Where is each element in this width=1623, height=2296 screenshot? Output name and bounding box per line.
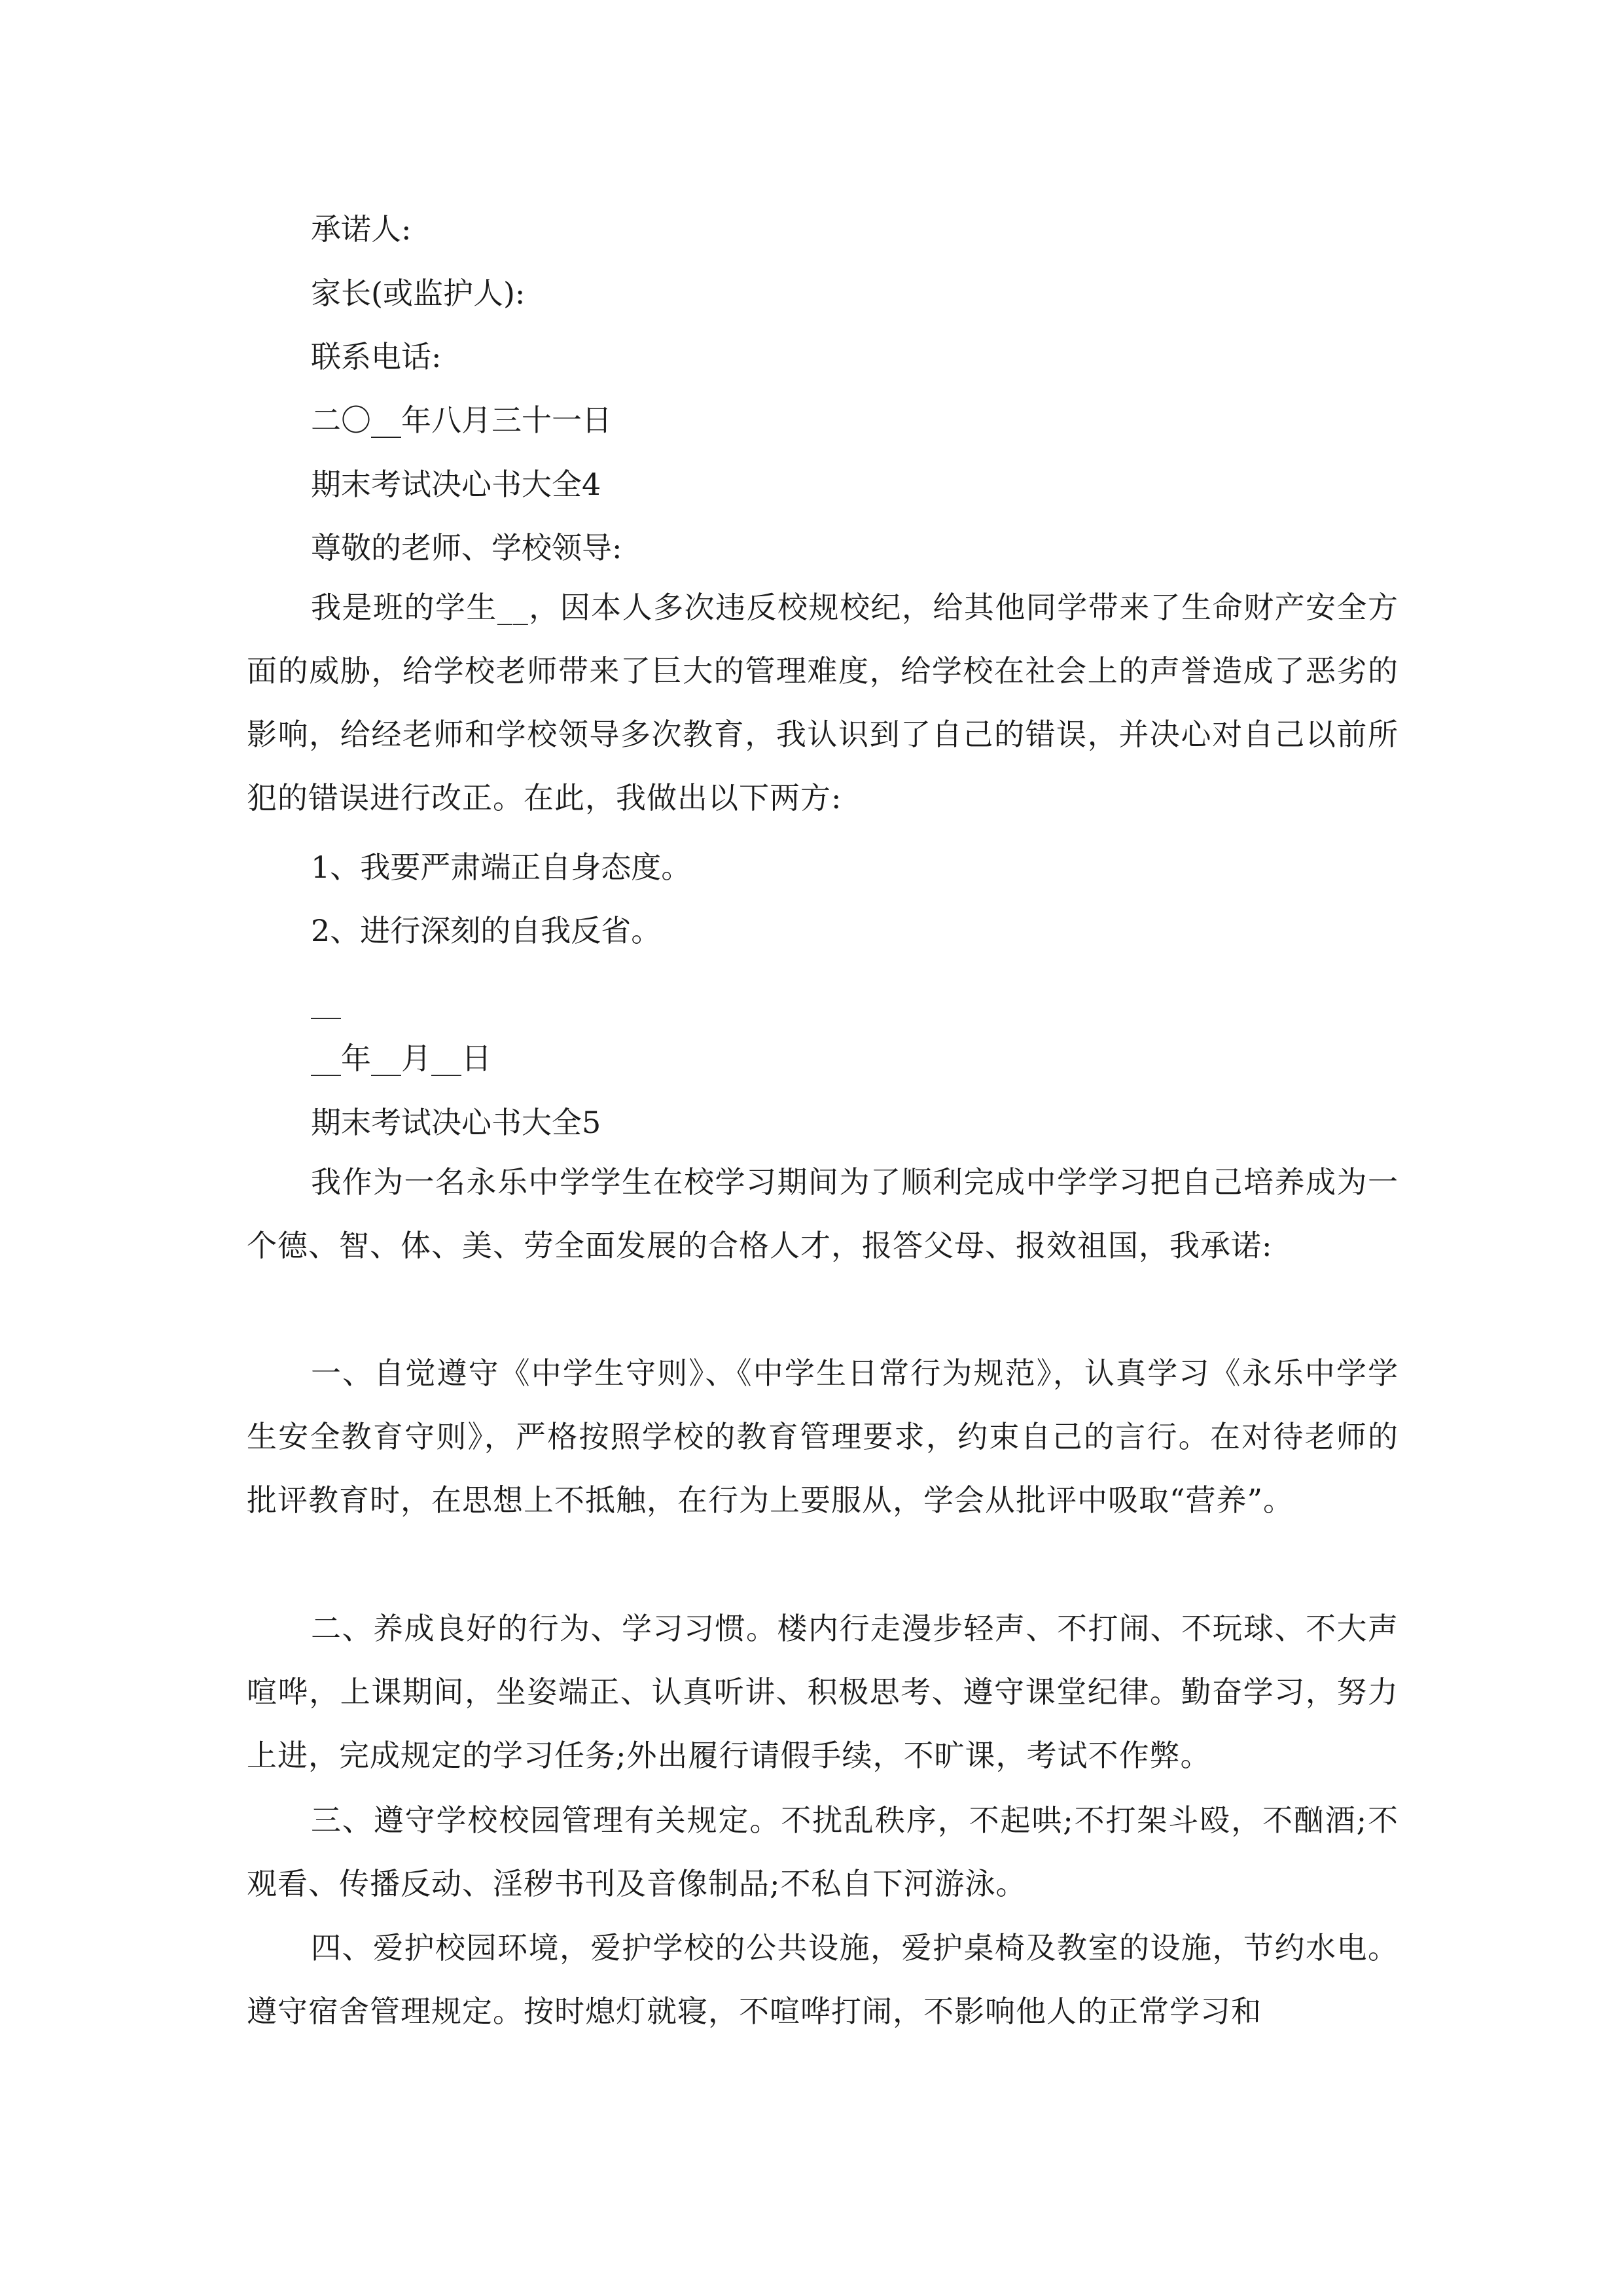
section4-salutation: 尊敬的老师、学校领导:	[311, 530, 622, 565]
section4-body: 我是班的学生__，因本人多次违反校规校纪，给其他同学带来了生命财产安全方面的威胁，给学校老师带来了巨大的管理难度，给学校在社会上的声誉造成了恶劣的影响，给经老师和学校领导多次教育，我认识到了自己的错误，并决心对自己以前所犯的错误进行改正。在此，我做出以下两方:	[247, 590, 1399, 816]
section5-point-4: 四、爱护校园环境，爱护学校的公共设施，爱护桌椅及教室的设施，节约水电。遵守宿舍管理规定。按时熄灯就寝，不喧哗打闹，不影响他人的正常学习和	[247, 1930, 1399, 2029]
guardian-label: 家长(或监护人):	[311, 276, 526, 311]
phone-label: 联系电话:	[311, 339, 442, 374]
section5-point-2: 二、养成良好的行为、学习习惯。楼内行走漫步轻声、不打闹、不玩球、不大声喧哗，上课期间，坐姿端正、认真听讲、积极思考、遵守课堂纪律。勤奋学习，努力上进，完成规定的学习任务;外出履行请假手续，不旷课，考试不作弊。	[247, 1611, 1399, 1773]
section4-item-2: 2、进行深刻的自我反省。	[311, 913, 662, 948]
section4-title: 期末考试决心书大全4	[311, 467, 601, 502]
section5-intro: 我作为一名永乐中学学生在校学习期间为了顺利完成中学学习把自己培养成为一个德、智、体、美、劳全面发展的合格人才，报答父母、报效祖国，我承诺:	[247, 1164, 1399, 1263]
section4-signature-blank: __	[311, 984, 341, 1019]
promisor-label: 承诺人:	[311, 211, 412, 247]
section5-title: 期末考试决心书大全5	[311, 1105, 601, 1140]
section5-point-1: 一、自觉遵守《中学生守则》、《中学生日常行为规范》，认真学习《永乐中学学生安全教育守则》，严格按照学校的教育管理要求，约束自己的言行。在对待老师的批评教育时，在思想上不抵触，在行为上要服从，学会从批评中吸取“营养”。	[247, 1355, 1399, 1518]
signature-date: 二〇__年八月三十一日	[311, 403, 612, 438]
section4-item-1: 1、我要严肃端正自身态度。	[311, 850, 692, 885]
section5-point-3: 三、遵守学校校园管理有关规定。不扰乱秩序，不起哄;不打架斗殴，不酗酒;不观看、传播反动、淫秽书刊及音像制品;不私自下河游泳。	[247, 1803, 1399, 1901]
section4-date-blank: __年__月__日	[311, 1041, 491, 1076]
